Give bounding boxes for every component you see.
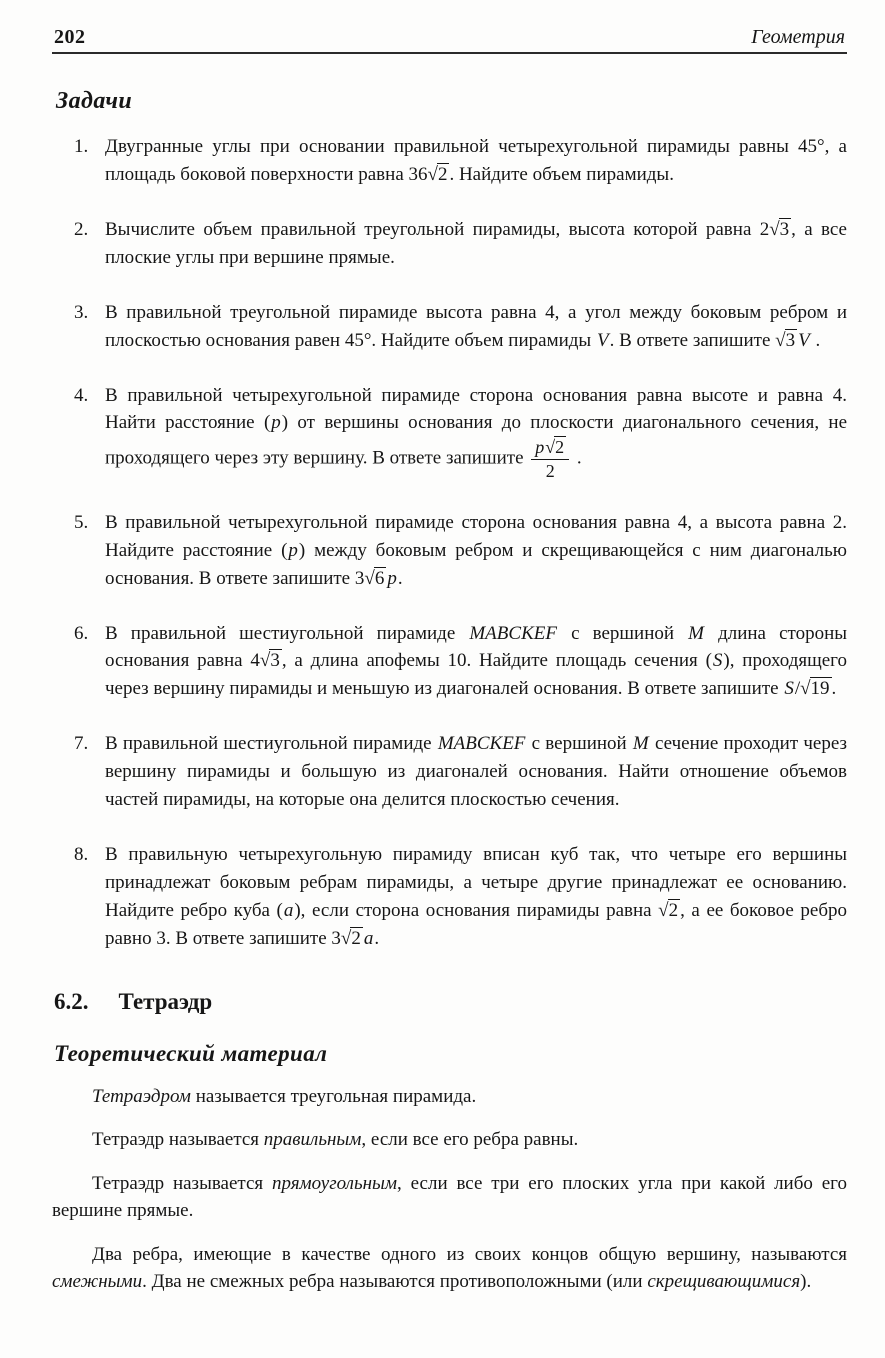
text-run: Двугранные углы при основании правильной четырехугольной пирамиды равны 45°, а площадь боковой поверхности равна 36 xyxy=(105,136,847,185)
problem-item xyxy=(74,509,847,593)
radical-sign-icon: √ xyxy=(800,678,811,700)
problem-text xyxy=(105,299,847,355)
problem-text xyxy=(105,133,847,189)
text-run: Вычислите объем правильной треугольной пирамиды, высота которой равна 2 xyxy=(105,218,770,240)
problem-number: 2. xyxy=(74,218,89,240)
text-run: . xyxy=(572,447,582,469)
radicand: 2 xyxy=(668,899,679,921)
sqrt-expression xyxy=(769,219,791,240)
italic-term: правильным xyxy=(263,1129,362,1151)
theory-paragraph xyxy=(52,1241,847,1296)
problem-item xyxy=(74,216,847,272)
theory-paragraph xyxy=(52,1170,847,1225)
problem-number: 6. xyxy=(74,622,89,644)
text-run: длина стороны основания равна 4 xyxy=(105,622,848,672)
sqrt-expression xyxy=(658,900,680,921)
text-run: Тетраэдр называется xyxy=(92,1129,264,1151)
radical-sign-icon: √ xyxy=(658,899,669,921)
section-title: Тетраэдр xyxy=(118,988,213,1014)
text-run: . Найдите объем пирамиды. xyxy=(449,163,674,185)
italic-term: прямоугольным xyxy=(271,1172,398,1194)
text-run: В правильной шестиугольной пирамиде xyxy=(105,622,469,644)
math-variable: p xyxy=(387,567,397,589)
problem-number: 5. xyxy=(74,511,89,533)
text-run: называется треугольная пирамида. xyxy=(190,1085,477,1107)
problem-number: 8. xyxy=(74,844,89,866)
problem-number: 7. xyxy=(74,733,89,755)
text-run: , а ее боковое ребро равно 3. В ответе запишите 3 xyxy=(105,899,847,949)
text-run: сечение проходит через вершину пирамиды и большую из диагоналей основания. Найти отношение объемов частей пирамиды, на которые она делится плоскостью сечения. xyxy=(105,733,847,811)
math-variable: M xyxy=(688,622,704,644)
math-variable: V xyxy=(798,329,810,351)
problems-list xyxy=(52,133,847,953)
radicand: 6 xyxy=(374,567,385,589)
problem-item xyxy=(74,133,847,189)
text-run: В правильной треугольной пирамиде высота равна 4, а угол между боковым ребром и плоскостью основания равен 45°. Найдите объем пирамиды xyxy=(105,301,847,351)
text-run: ), проходящего через вершину пирамиды и меньшую из диагоналей основания. В ответе запишите xyxy=(105,650,847,700)
problem-item xyxy=(74,730,847,814)
text-run: , если все три его плоских угла при какой либо его вершине прямые. xyxy=(52,1172,847,1222)
text-run: . В ответе запишите xyxy=(609,329,776,351)
problem-text xyxy=(105,841,847,953)
radical-sign-icon: √ xyxy=(259,650,271,672)
text-run: . Два не смежных ребра называются противоположными (или xyxy=(142,1271,648,1293)
radicand: 3 xyxy=(785,329,796,351)
math-variable: V xyxy=(596,329,609,351)
problem-text xyxy=(105,620,847,704)
radicand: 19 xyxy=(810,678,830,700)
text-run: Тетраэдр называется xyxy=(92,1172,272,1194)
problem-text xyxy=(105,382,847,482)
text-run: . xyxy=(831,678,837,700)
math-variable: p xyxy=(288,539,298,561)
text-run: В правильной шестиугольной пирамиде xyxy=(105,733,437,755)
text-run: с вершиной xyxy=(557,622,688,644)
text-run: . xyxy=(397,567,403,589)
text-run: / xyxy=(794,678,801,700)
text-run: ), если сторона основания пирамиды равна xyxy=(294,899,659,921)
text-run: . xyxy=(810,329,821,351)
radical-sign-icon: √ xyxy=(545,437,556,458)
problem-item xyxy=(74,841,847,953)
radical-sign-icon: √ xyxy=(769,218,780,240)
section-heading xyxy=(54,989,847,1015)
problem-item xyxy=(74,299,847,355)
section-number: 6.2. xyxy=(54,988,89,1014)
theory-paragraph xyxy=(52,1126,847,1154)
page-number: 202 xyxy=(54,26,86,48)
text-run: В правильной четырехугольной пирамиде сторона основания равна 4, а высота равна 2. Найдите расстояние ( xyxy=(105,511,847,561)
fraction-denominator xyxy=(531,460,569,482)
header-rule xyxy=(52,52,847,54)
text-run: Два ребра, имеющие в качестве одного из своих концов общую вершину, называются xyxy=(92,1243,847,1265)
text-run: с вершиной xyxy=(526,733,632,755)
sqrt-expression xyxy=(800,678,831,699)
text-run: , а длина апофемы 10. Найдите площадь сечения ( xyxy=(281,650,712,672)
math-variable: a xyxy=(363,927,374,949)
sqrt-expression xyxy=(341,928,363,949)
radical-sign-icon: √ xyxy=(775,329,786,351)
radical-sign-icon: √ xyxy=(364,567,375,589)
sqrt-expression xyxy=(428,164,450,185)
problem-number: 4. xyxy=(74,384,89,406)
page-header xyxy=(52,26,847,52)
radical-sign-icon: √ xyxy=(427,163,438,185)
radicand: 2 xyxy=(437,163,448,185)
sqrt-expression xyxy=(364,568,386,589)
theory-paragraph xyxy=(52,1083,847,1111)
radicand: 3 xyxy=(779,218,790,240)
italic-term: смежными xyxy=(52,1271,143,1293)
italic-term: скрещивающимися xyxy=(647,1271,801,1293)
tasks-heading: Задачи xyxy=(56,88,133,114)
problem-text xyxy=(105,216,847,272)
text-run: ) от вершины основания до плоскости диагонального сечения, не проходящего через эту вершину. В ответе запишите xyxy=(105,412,847,469)
theory-section xyxy=(52,1083,847,1296)
problem-number: 1. xyxy=(74,136,89,157)
problem-text xyxy=(105,509,847,593)
fraction xyxy=(531,437,569,481)
math-variable: S xyxy=(712,650,723,672)
math-variable: S xyxy=(784,678,794,700)
problem-item xyxy=(74,620,847,704)
sqrt-expression xyxy=(260,650,282,671)
sqrt-expression xyxy=(545,437,566,457)
math-variable: p xyxy=(271,412,281,434)
theory-heading: Теоретический материал xyxy=(54,1040,328,1066)
italic-term: Тетраэдром xyxy=(92,1085,191,1107)
text-run: . xyxy=(374,927,380,949)
math-variable: MABCKEF xyxy=(437,733,526,755)
text-run: , если все его ребра равны. xyxy=(361,1129,579,1151)
radicand: 2 xyxy=(555,437,565,458)
math-variable: M xyxy=(632,733,649,755)
text-run: В правильную четырехугольную пирамиду вписан куб так, что четыре его вершины принадлежат боковым ребрам пирамиды, а четыре другие принадлежат ее основанию. Найдите ребро куба ( xyxy=(105,844,847,921)
text-run: 2 xyxy=(545,461,555,482)
math-variable: MABCKEF xyxy=(469,622,557,644)
fraction-numerator xyxy=(531,437,569,460)
math-variable: p xyxy=(535,437,545,458)
text-run: ). xyxy=(800,1271,812,1293)
radicand: 2 xyxy=(351,927,361,949)
math-variable: a xyxy=(283,899,294,921)
text-run: В правильной четырехугольной пирамиде сторона основания равна высоте и равна 4. Найти расстояние ( xyxy=(105,384,847,434)
running-title: Геометрия xyxy=(751,26,845,48)
problem-item xyxy=(74,382,847,482)
problem-number: 3. xyxy=(74,301,89,323)
problem-text xyxy=(105,730,847,814)
radicand: 3 xyxy=(270,650,280,672)
text-run: , а все плоские углы при вершине прямые. xyxy=(105,218,847,268)
text-run: ) между боковым ребром и скрещивающейся с ним диагональю основания. В ответе запишите 3 xyxy=(105,539,847,589)
sqrt-expression xyxy=(775,330,797,351)
radical-sign-icon: √ xyxy=(340,927,352,949)
